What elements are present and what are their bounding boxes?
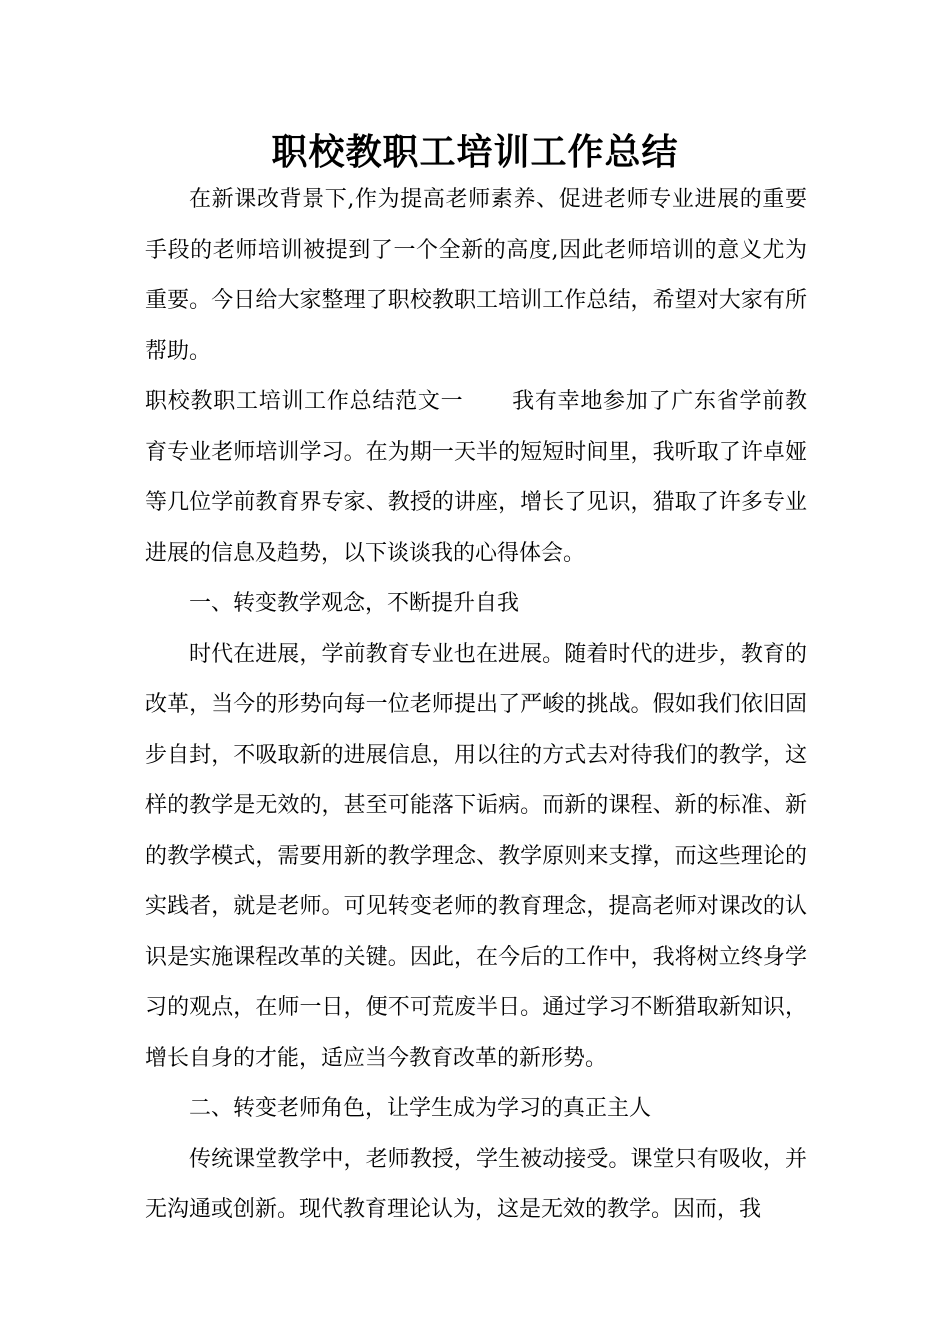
section-1-heading: 一、转变教学观念，不断提升自我 xyxy=(189,591,520,616)
document-body xyxy=(145,175,807,1236)
section-2-heading: 二、转变老师角色，让学生成为学习的真正主人 xyxy=(189,1096,652,1121)
sample-one-text: 我有幸地参加了广东省学前教育专业老师培训学习。在为期一天半的短短时间里，我听取了许卓娅等几位学前教育界专家、教授的讲座，增长了见识，猎取了许多专业进展的信息及趋势，以下谈谈我的心得体会。 xyxy=(145,389,807,566)
document-title: 职校教职工培训工作总结 xyxy=(271,131,679,173)
sample-one-paragraph xyxy=(145,377,807,579)
intro-paragraph: 在新课改背景下,作为提高老师素养、促进老师专业进展的重要手段的老师培训被提到了一个全新的高度,因此老师培训的意义尤为重要。今日给大家整理了职校教职工培训工作总结，希望对大家有所帮助。 xyxy=(145,187,807,364)
sample-one-heading: 职校教职工培训工作总结范文一 xyxy=(145,389,464,414)
section-2-body: 传统课堂教学中，老师教授，学生被动接受。课堂只有吸收，并无沟通或创新。现代教育理论认为，这是无效的教学。因而，我 xyxy=(145,1146,807,1222)
section-1-body: 时代在进展，学前教育专业也在进展。随着时代的进步，教育的改革，当今的形势向每一位老师提出了严峻的挑战。假如我们依旧固步自封，不吸取新的进展信息，用以往的方式去对待我们的教学，这样的教学是无效的，甚至可能落下诟病。而新的课程、新的标准、新的教学模式，需要用新的教学理念、教学原则来支撑，而这些理论的实践者，就是老师。可见转变老师的教育理念，提高老师对课改的认识是实施课程改革的关键。因此，在今后的工作中，我将树立终身学习的观点，在师一日，便不可荒废半日。通过学习不断猎取新知识，增长自身的才能，适应当今教育改革的新形势。 xyxy=(145,641,807,1071)
